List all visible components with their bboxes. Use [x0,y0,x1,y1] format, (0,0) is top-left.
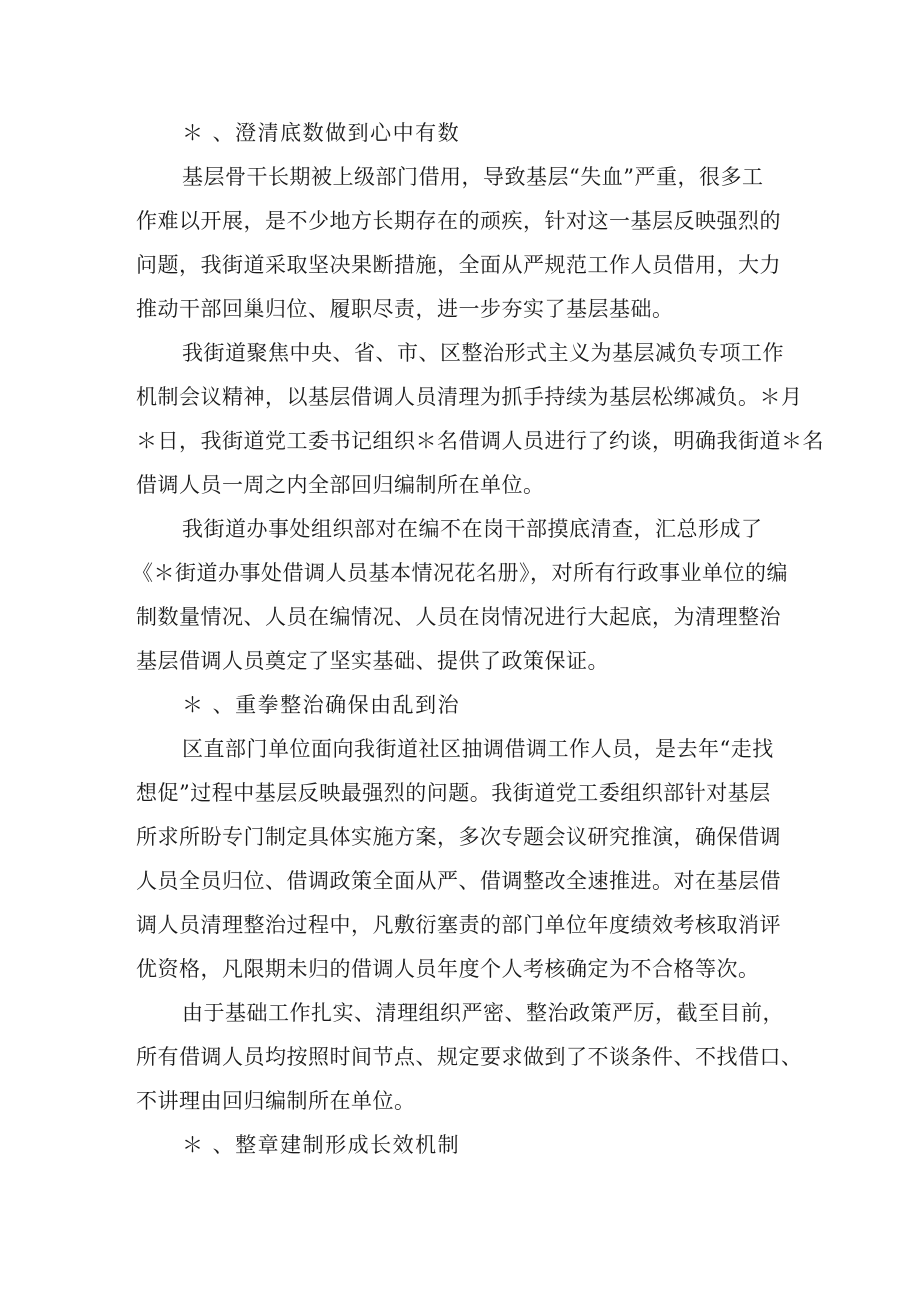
paragraph-line: 机制会议精神，以基层借调人员清理为抓手持续为基层松绑减负。＊月 [136,385,803,409]
section-heading-1: ＊ 、澄清底数做到心中有数 [182,121,461,145]
paragraph-line: 问题，我街道采取坚决果断措施，全面从严规范工作人员借用，大力 [136,253,781,277]
paragraph-line: 制数量情况、人员在编情况、人员在岗情况进行大起底，为清理整治 [136,605,781,629]
paragraph-line: 我街道办事处组织部对在编不在岗干部摸底清查，汇总形成了 [182,517,763,541]
section-heading-3: ＊ 、整章建制形成长效机制 [182,1133,461,1157]
paragraph-line: ＊日，我街道党工委书记组织＊名借调人员进行了约谈，明确我街道＊名 [136,429,824,453]
paragraph-line: 《＊街道办事处借调人员基本情况花名册》，对所有行政事业单位的编 [132,561,788,585]
paragraph-line: 所求所盼专门制定具体实施方案，多次专题会议研究推演，确保借调 [136,825,781,849]
paragraph-line: 推动干部回巢归位、履职尽责，进一步夯实了基层基础。 [136,297,674,321]
paragraph-line: 不讲理由回归编制所在单位。 [136,1089,416,1113]
paragraph-line: 想促”过程中基层反映最强烈的问题。我街道党工委组织部针对基层 [136,781,771,805]
paragraph-line: 我街道聚焦中央、省、市、区整治形式主义为基层减负专项工作 [182,341,784,365]
paragraph-line: 作难以开展，是不少地方长期存在的顽疾，针对这一基层反映强烈的 [136,209,781,233]
section-heading-2: ＊ 、重拳整治确保由乱到治 [182,693,461,717]
paragraph-line: 区直部门单位面向我街道社区抽调借调工作人员，是去年“走找 [182,737,774,761]
paragraph-line: 借调人员一周之内全部回归编制所在单位。 [136,473,545,497]
paragraph-line: 优资格，凡限期未归的借调人员年度个人考核确定为不合格等次。 [136,957,760,981]
paragraph-line: 基层骨干长期被上级部门借用，导致基层“失血”严重，很多工 [182,165,764,189]
paragraph-line: 调人员清理整治过程中，凡敷衍塞责的部门单位年度绩效考核取消评 [136,913,781,937]
paragraph-line: 人员全员归位、借调政策全面从严、借调整改全速推进。对在基层借 [136,869,781,893]
paragraph-line: 由于基础工作扎实、清理组织严密、整治政策严厉，截至目前， [182,1001,784,1025]
paragraph-line: 所有借调人员均按照时间节点、规定要求做到了不谈条件、不找借口、 [136,1045,803,1069]
paragraph-line: 基层借调人员奠定了坚实基础、提供了政策保证。 [136,649,609,673]
